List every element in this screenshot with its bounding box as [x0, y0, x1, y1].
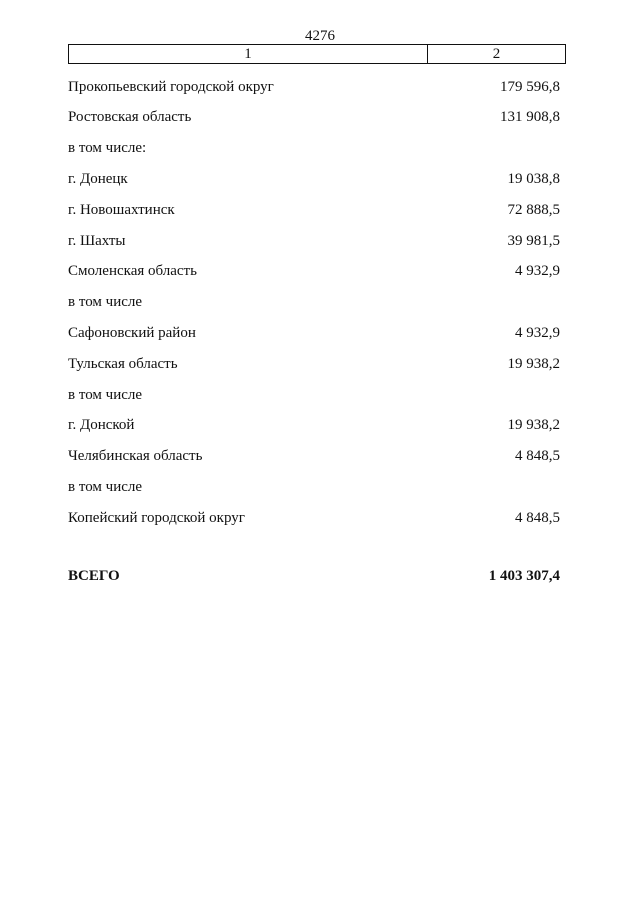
- table-row: [68, 385, 560, 405]
- column-header-2: 2: [492, 45, 501, 62]
- row-name: г. Новошахтинск: [68, 201, 175, 218]
- row-value: 131 908,8: [500, 109, 560, 126]
- row-name: Челябинская область: [68, 448, 203, 465]
- row-name: г. Донецк: [68, 170, 128, 187]
- row-name: Копейский городской округ: [68, 509, 245, 526]
- total-label: ВСЕГО: [68, 567, 120, 584]
- table-row: [68, 477, 560, 497]
- row-name: в том числе:: [68, 140, 147, 157]
- row-value: 4 932,9: [515, 263, 560, 280]
- row-name: Сафоновский район: [68, 324, 196, 341]
- total-value: 1 403 307,4: [488, 567, 560, 584]
- table-row: [68, 77, 560, 97]
- row-name: Ростовская область: [68, 109, 192, 126]
- table-row: [68, 354, 560, 374]
- row-name: Смоленская область: [68, 263, 197, 280]
- table-row: [68, 139, 560, 159]
- total-row: [68, 566, 560, 586]
- row-name: Прокопьевский городской округ: [68, 78, 274, 95]
- table-row: [68, 108, 560, 128]
- table-row: [68, 447, 560, 467]
- row-value: 39 981,5: [507, 232, 560, 249]
- row-value: 4 848,5: [515, 509, 560, 526]
- table-row: [68, 323, 560, 343]
- table-row: [68, 262, 560, 282]
- row-value: 4 932,9: [515, 324, 560, 341]
- row-name: в том числе: [68, 478, 143, 495]
- row-value: 72 888,5: [507, 201, 560, 218]
- row-name: г. Донской: [68, 417, 135, 434]
- table-row: [68, 416, 560, 436]
- row-value: 19 938,2: [507, 355, 560, 372]
- row-name: Тульская область: [68, 355, 178, 372]
- row-name: в том числе: [68, 386, 143, 403]
- column-header-1: 1: [69, 45, 428, 63]
- row-value: 179 596,8: [500, 78, 560, 95]
- table-row: [68, 508, 560, 528]
- row-name: в том числе: [68, 294, 143, 311]
- row-value: 19 038,8: [507, 170, 560, 187]
- row-value: 4 848,5: [515, 448, 560, 465]
- table-row: [68, 169, 560, 189]
- table-row: [68, 200, 560, 220]
- table-row: [68, 231, 560, 251]
- row-name: г. Шахты: [68, 232, 126, 249]
- table-header: [68, 44, 566, 64]
- table-row: [68, 293, 560, 313]
- row-value: 19 938,2: [507, 417, 560, 434]
- page-number: 4276: [305, 28, 335, 44]
